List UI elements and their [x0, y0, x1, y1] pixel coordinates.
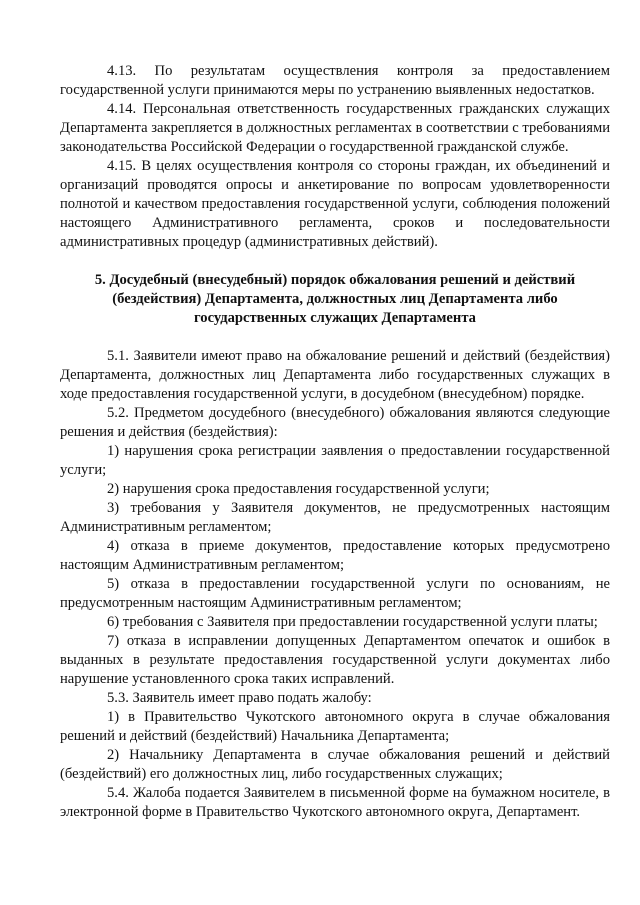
section-5-heading-line: 5. Досудебный (внесудебный) порядок обжалования решений и действий	[94, 272, 576, 288]
list-item-5-2-4: 4) отказа в приеме документов, предоставление которых предусмотрено настоящим Административным регламентом;	[60, 538, 610, 573]
document-body	[60, 62, 610, 822]
paragraph-4-13: 4.13. По результатам осуществления контроля за предоставлением государственной услуги принимаются меры по устранению выявленных недостатков.	[60, 63, 610, 98]
list-item-5-2-5: 5) отказа в предоставлении государственной услуги по основаниям, не предусмотренным настоящим Административным регламентом;	[60, 576, 610, 611]
paragraph-4-15: 4.15. В целях осуществления контроля со стороны граждан, их объединений и организаций проводятся опросы и анкетирование по вопросам удовлетворенности полнотой и качеством предоставления государственной услуги, соблюдения положений настоящего Административного регламента, сроков и последовательности административных процедур (административных действий).	[60, 158, 610, 250]
paragraph-5-2: 5.2. Предметом досудебного (внесудебного) обжалования являются следующие решения и действия (бездействия):	[60, 405, 610, 440]
list-item-5-2-2: 2) нарушения срока предоставления государственной услуги;	[107, 481, 490, 497]
paragraph-4-14: 4.14. Персональная ответственность государственных гражданских служащих Департамента закрепляется в должностных регламентах в соответствии с требованиями законодательства Российской Федерации о государственной гражданской службе.	[60, 101, 611, 155]
paragraph-5-4: 5.4. Жалоба подается Заявителем в письменной форме на бумажном носителе, в электронной форме в Правительство Чукотского автономного округа, Департамент.	[60, 785, 610, 820]
section-5-heading-line: государственных служащих Департамента	[194, 310, 476, 326]
list-item-5-3-2: 2) Начальнику Департамента в случае обжалования решений и действий (бездействий) его должностных лиц, либо государственных служащих;	[60, 747, 610, 782]
list-item-5-2-3: 3) требования у Заявителя документов, не предусмотренных настоящим Административным регламентом;	[60, 500, 610, 535]
list-item-5-3-1: 1) в Правительство Чукотского автономного округа в случае обжалования решений и действий (бездействий) Начальника Департамента;	[60, 709, 610, 744]
list-item-5-2-1: 1) нарушения срока регистрации заявления о предоставлении государственной услуги;	[60, 443, 610, 478]
paragraph-5-3: 5.3. Заявитель имеет право подать жалобу:	[107, 690, 372, 706]
list-item-5-2-7: 7) отказа в исправлении допущенных Департаментом опечаток и ошибок в выданных в результате предоставления государственной услуги документах либо нарушение установленного срока таких исправлений.	[60, 633, 610, 687]
section-5-heading-line: (бездействия) Департамента, должностных лиц Департамента либо	[112, 291, 558, 307]
paragraph-5-1: 5.1. Заявители имеют право на обжалование решений и действий (бездействия) Департамента, должностных лиц Департамента либо государственных служащих в ходе предоставления государственной услуги, в досудебном (внесудебном) порядке.	[60, 348, 610, 402]
list-item-5-2-6: 6) требования с Заявителя при предоставлении государственной услуги платы;	[107, 614, 598, 630]
section-5-heading	[60, 271, 610, 328]
